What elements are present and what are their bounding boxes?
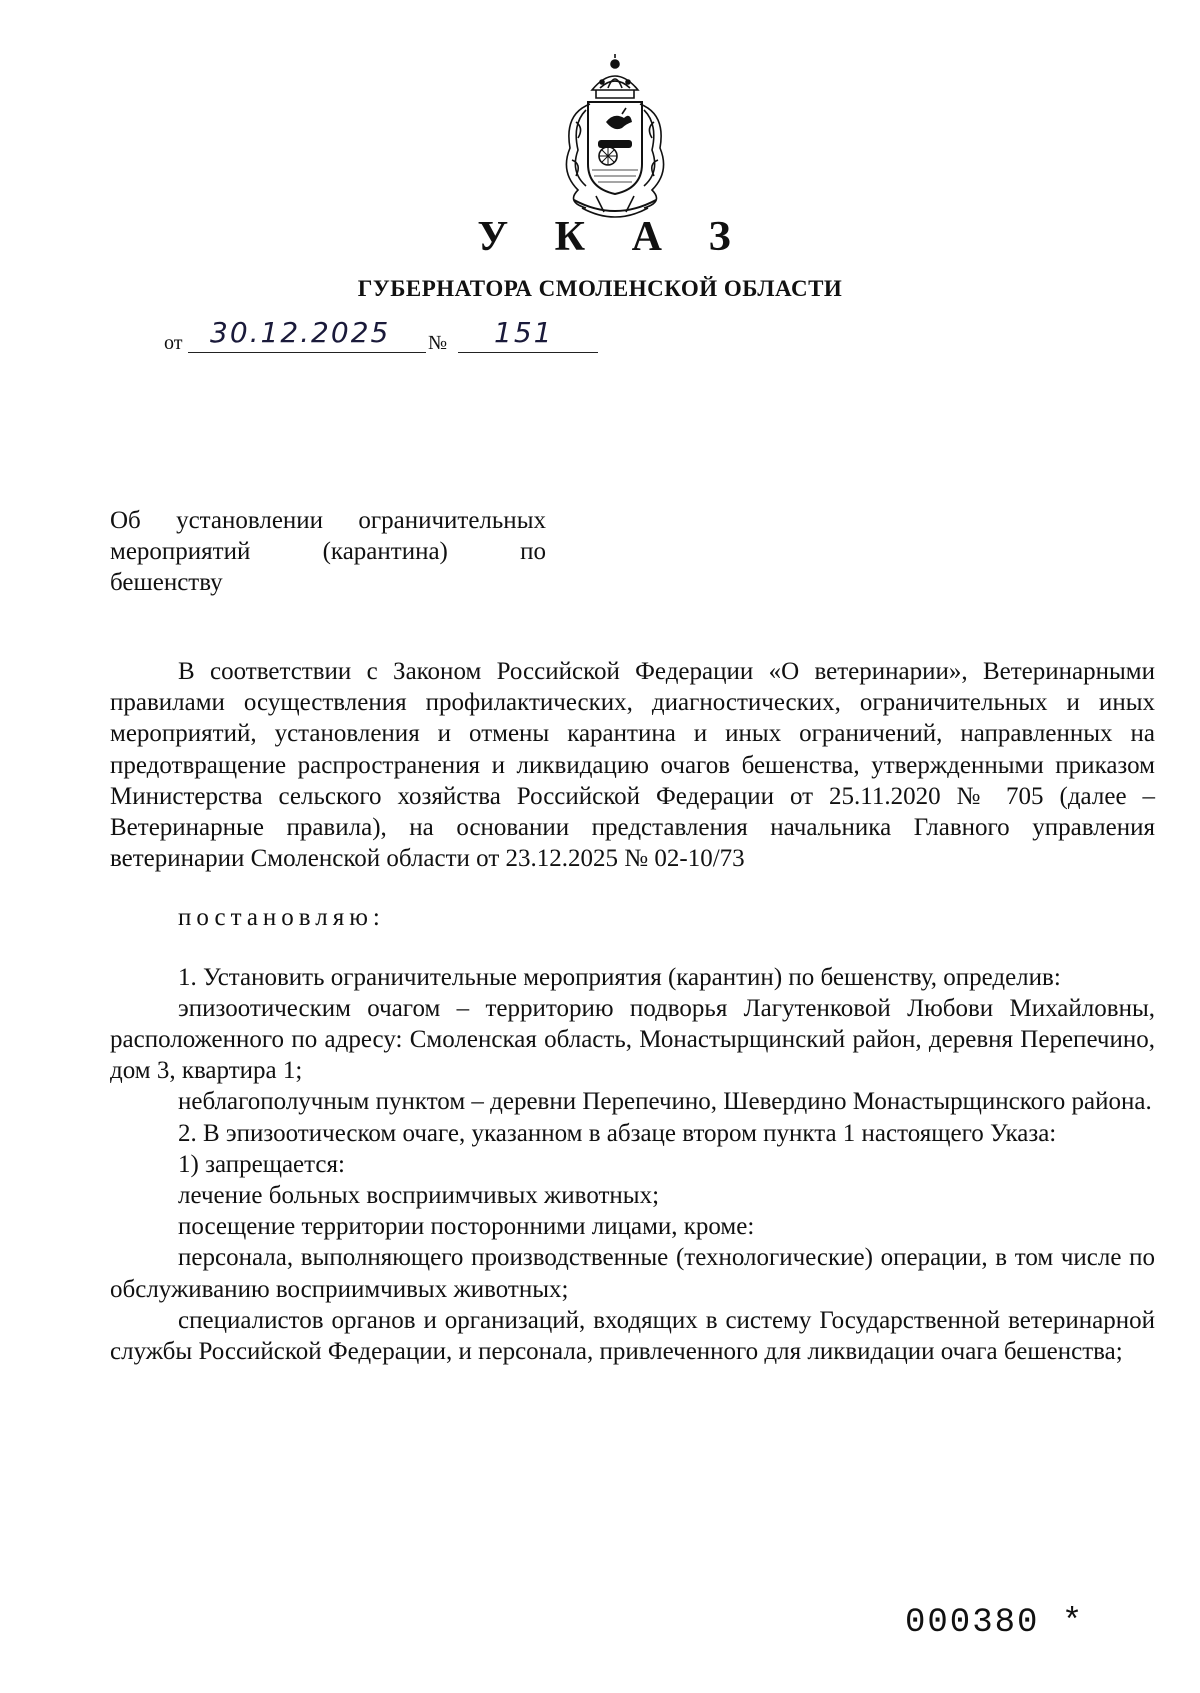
date-prefix: от <box>164 332 183 354</box>
serial-number: 000380 * <box>905 1604 1085 1642</box>
resolve-word: постановляю: <box>178 904 385 932</box>
preamble-paragraph: В соответствии с Законом Российской Федерации «О ветеринарии», Ветеринарными правилами осуществления профилактических, диагностических, ограничительных и иных мероприятий, установления и отмены карантина и иных ограничений, направленных на предотвращение распространения и ликвидацию очагов бешенства, утвержденными приказом Министерства сельского хозяйства Российской Федерации от 25.11.2020 № 705 (далее – Ветеринарные правила), на основании представления начальника Главного управления ветеринарии Смоленской области от 23.12.2025 № 02-10/73 <box>110 658 1155 873</box>
heading-line: мероприятий (карантина) по <box>110 538 546 565</box>
document-subtitle: ГУБЕРНАТОРА СМОЛЕНСКОЙ ОБЛАСТИ <box>357 276 843 301</box>
number-underline <box>458 352 598 353</box>
clause-paragraph: эпизоотическим очагом – территорию подворья Лагутенковой Любови Михайловны, расположенного по адресу: Смоленская область, Монастырщинский район, деревня Перепечино, дом 3, квартира 1; <box>110 994 1155 1085</box>
clause-paragraph: 2. В эпизоотическом очаге, указанном в абзаце втором пункта 1 настоящего Указа: <box>178 1119 1057 1147</box>
handwritten-number: 151 <box>494 316 554 349</box>
clause-paragraph: посещение территории посторонними лицами, кроме: <box>178 1213 755 1241</box>
document-body <box>110 656 1155 1367</box>
heading-line: Об установлении ограничительных <box>110 507 546 534</box>
clause-paragraph: неблагополучным пунктом – деревни Перепечино, Шевердино Монастырщинского района. <box>178 1088 1152 1116</box>
date-underline <box>188 352 426 353</box>
heading-line: бешенству <box>110 569 223 596</box>
document-title: У К А З <box>477 214 749 260</box>
document-heading <box>110 505 546 598</box>
smolensk-coat-of-arms-icon <box>556 52 674 220</box>
date-number-line <box>164 316 604 354</box>
number-prefix: № <box>428 332 448 354</box>
handwritten-date: 30.12.2025 <box>210 316 391 349</box>
clause-paragraph: лечение больных восприимчивых животных; <box>178 1182 660 1210</box>
clause-paragraph: специалистов органов и организаций, входящих в систему Государственной ветеринарной службы Российской Федерации, и персонала, привлеченного для ликвидации очага бешенства; <box>110 1306 1155 1366</box>
clause-paragraph: 1) запрещается: <box>178 1150 345 1178</box>
clause-paragraph: 1. Установить ограничительные мероприятия (карантин) по бешенству, определив: <box>178 963 1061 991</box>
clause-paragraph: персонала, выполняющего производственные (технологические) операции, в том числе по обслуживанию восприимчивых животных; <box>110 1244 1155 1303</box>
